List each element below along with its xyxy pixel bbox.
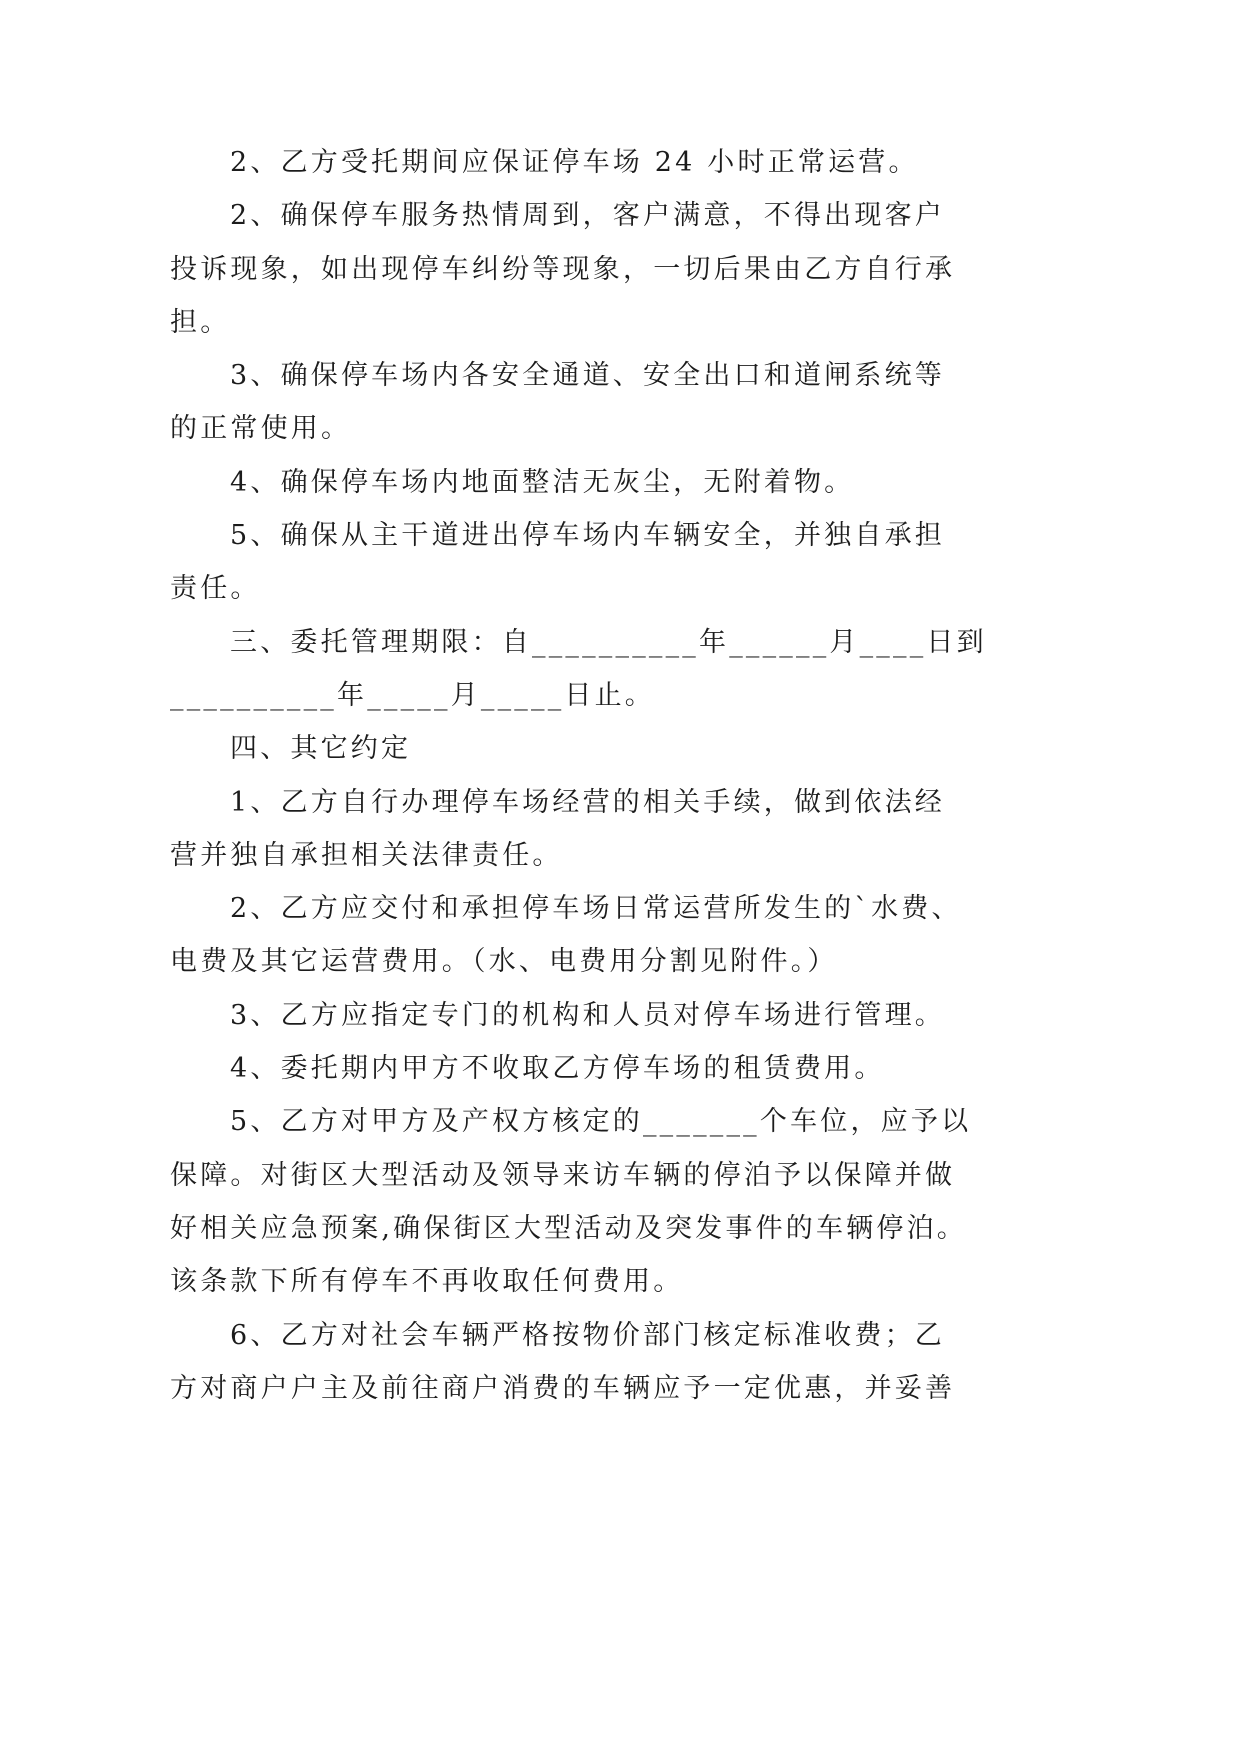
text-line: 营并独自承担相关法律责任。	[170, 839, 563, 871]
text-line: 2、乙方受托期间应保证停车场 24 小时正常运营。	[230, 147, 919, 178]
text-line: 担。	[170, 306, 231, 338]
paragraph-other-2	[170, 882, 962, 989]
text-line: 电费及其它运营费用。（水、电费用分割见附件。）	[170, 946, 838, 978]
text-line: 的正常使用。	[170, 413, 352, 445]
text-line: 方对商户户主及前往商户消费的车辆应予一定优惠，并妥善	[170, 1372, 956, 1404]
text-line: 5、乙方对甲方及产权方核定的_______个车位，应予以	[230, 1106, 972, 1138]
text-line: 四、其它约定	[230, 733, 412, 765]
document-body	[170, 136, 987, 1415]
paragraph-4	[170, 456, 944, 509]
paragraph-other-4	[170, 1042, 944, 1095]
text-line: 3、乙方应指定专门的机构和人员对停车场进行管理。	[230, 999, 945, 1031]
text-line: 4、确保停车场内地面整洁无灰尘，无附着物。	[230, 466, 855, 498]
paragraph-other-1	[170, 776, 944, 883]
text-line: 5、确保从主干道进出停车场内车辆安全，并独自承担	[230, 520, 945, 552]
paragraph-term-period	[170, 616, 987, 723]
text-line: 投诉现象，如出现停车纠纷等现象，一切后果由乙方自行承	[170, 253, 956, 285]
paragraph-other-3	[170, 989, 944, 1042]
text-line: 好相关应急预案,确保街区大型活动及突发事件的车辆停泊。	[170, 1212, 967, 1244]
text-line: 保障。对街区大型活动及领导来访车辆的停泊予以保障并做	[170, 1159, 956, 1191]
paragraph-2	[170, 189, 956, 349]
text-line: 责任。	[170, 573, 261, 605]
text-line: 3、确保停车场内各安全通道、安全出口和道闸系统等	[230, 360, 945, 392]
text-line: 该条款下所有停车不再收取任何费用。	[170, 1266, 684, 1298]
text-line: 2、确保停车服务热情周到，客户满意，不得出现客户	[230, 200, 945, 232]
text-line: 1、乙方自行办理停车场经营的相关手续，做到依法经	[230, 786, 945, 818]
paragraph-3	[170, 349, 944, 456]
text-line: 6、乙方对社会车辆严格按物价部门核定标准收费；乙	[230, 1319, 945, 1351]
paragraph-other-5	[170, 1095, 972, 1308]
text-line: 2、乙方应交付和承担停车场日常运营所发生的`水费、	[230, 893, 962, 925]
paragraph-5	[170, 509, 944, 616]
section-heading-other-terms	[170, 722, 944, 775]
text-line: __________年_____月_____日止。	[170, 679, 655, 711]
paragraph-other-6	[170, 1309, 956, 1416]
paragraph-1	[170, 136, 944, 189]
text-line: 4、委托期内甲方不收取乙方停车场的租赁费用。	[230, 1053, 885, 1085]
text-line: 三、委托管理期限：自__________年______月____日到	[230, 626, 987, 658]
